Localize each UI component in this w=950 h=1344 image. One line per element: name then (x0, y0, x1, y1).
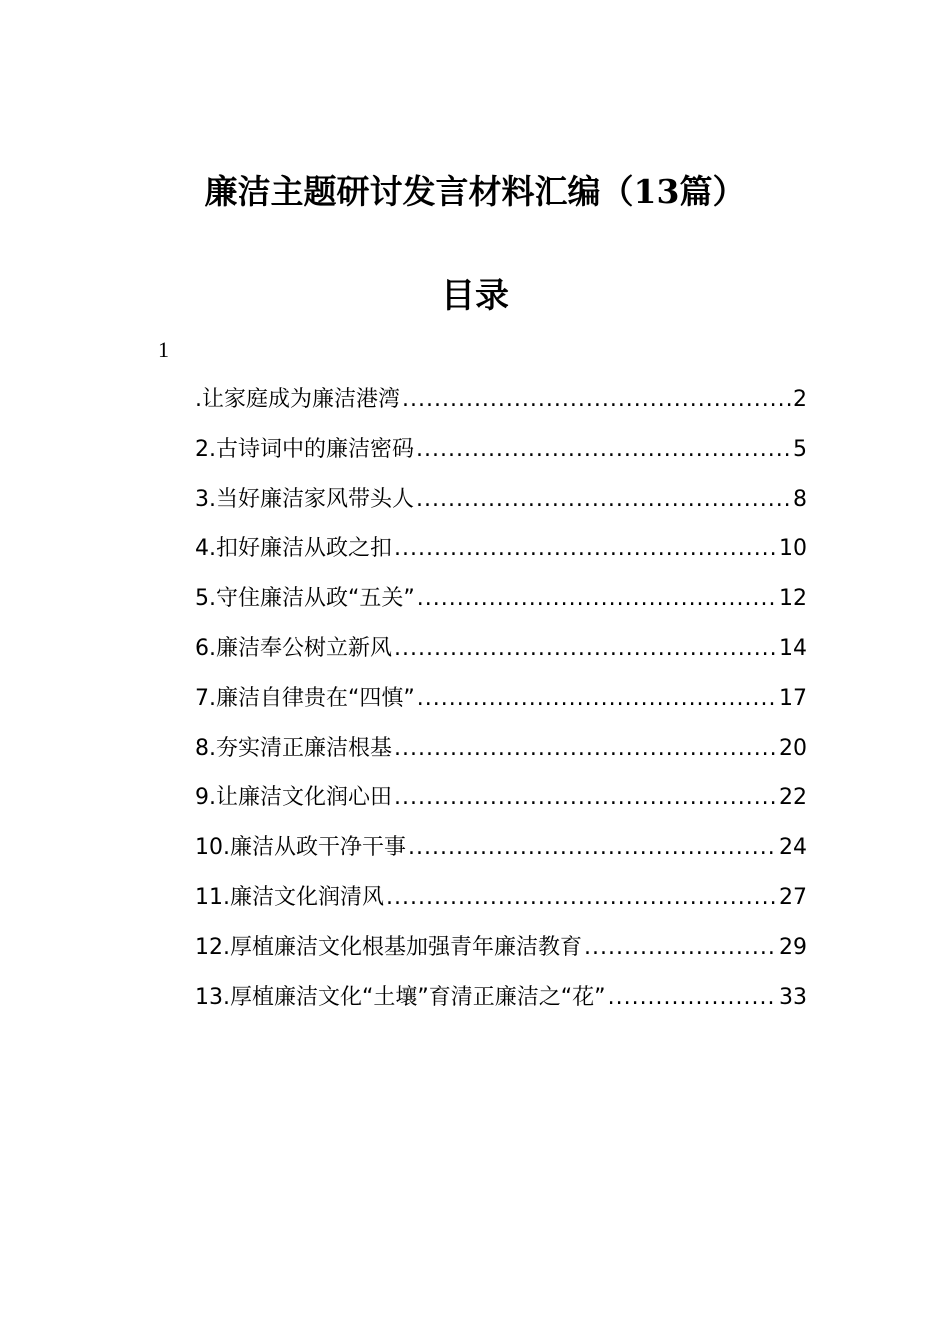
toc-entry[interactable] (195, 531, 807, 581)
toc-heading: 目录 (441, 276, 509, 316)
toc-dot-leader (386, 880, 777, 916)
toc-entry-page: 14 (779, 635, 807, 661)
toc-entry-title: 7.廉洁自律贵在“四慎” (195, 685, 415, 711)
toc-entry-page: 8 (793, 486, 807, 512)
toc-entry[interactable] (195, 731, 807, 781)
toc-dot-leader (416, 432, 791, 468)
toc-dot-leader (608, 980, 777, 1016)
toc-dot-leader (394, 531, 777, 567)
toc-dot-leader (417, 581, 777, 617)
toc-entry-title: 13.厚植廉洁文化“土壤”育清正廉洁之“花” (195, 984, 606, 1010)
toc-entry[interactable] (195, 780, 807, 830)
toc-entry-title: 3.当好廉洁家风带头人 (195, 486, 414, 512)
toc-entry-page: 2 (793, 387, 807, 412)
toc-entry-page: 33 (779, 984, 807, 1010)
table-of-contents (195, 382, 807, 1029)
toc-entry-title: 10.廉洁从政干净干事 (195, 835, 406, 861)
toc-dot-leader (584, 930, 777, 966)
toc-entry-title: 2.古诗词中的廉洁密码 (195, 436, 414, 462)
toc-entry-page: 22 (779, 785, 807, 811)
toc-entry-title: 8.夯实清正廉洁根基 (195, 735, 392, 761)
toc-entry[interactable] (195, 681, 807, 731)
toc-entry-title: 5.守住廉洁从政“五关” (195, 586, 415, 612)
toc-entry[interactable] (195, 581, 807, 631)
toc-entry[interactable] (195, 830, 807, 880)
toc-dot-leader (402, 382, 791, 418)
toc-dot-leader (416, 482, 791, 518)
toc-dot-leader (394, 780, 777, 816)
toc-entry-title: 11.廉洁文化润清风 (195, 884, 384, 910)
toc-entry-title: 4.扣好廉洁从政之扣 (195, 536, 392, 562)
toc-entry-page: 17 (779, 685, 807, 711)
toc-entry-title: 6.廉洁奉公树立新风 (195, 635, 392, 661)
toc-dot-leader (394, 631, 777, 667)
toc-dot-leader (394, 731, 777, 767)
toc-dot-leader (408, 830, 777, 866)
section-number-mark: 1 (158, 337, 169, 362)
toc-entry-page: 10 (779, 536, 807, 562)
toc-entry-title: .让家庭成为廉洁港湾 (195, 387, 400, 412)
toc-entry[interactable] (195, 880, 807, 930)
toc-entry-page: 20 (779, 735, 807, 761)
toc-entry[interactable] (195, 631, 807, 681)
toc-entry-page: 29 (779, 934, 807, 960)
toc-entry[interactable] (195, 482, 807, 532)
toc-entry-page: 24 (779, 835, 807, 861)
toc-dot-leader (417, 681, 777, 717)
toc-entry-page: 27 (779, 884, 807, 910)
toc-entry[interactable] (195, 382, 807, 432)
toc-entry[interactable] (195, 980, 807, 1030)
toc-entry-page: 12 (779, 586, 807, 612)
toc-entry-page: 5 (793, 436, 807, 462)
document-title: 廉洁主题研讨发言材料汇编（13篇） (204, 172, 746, 211)
toc-entry[interactable] (195, 930, 807, 980)
toc-entry-title: 9.让廉洁文化润心田 (195, 785, 392, 811)
toc-entry-title: 12.厚植廉洁文化根基加强青年廉洁教育 (195, 934, 582, 960)
toc-entry[interactable] (195, 432, 807, 482)
